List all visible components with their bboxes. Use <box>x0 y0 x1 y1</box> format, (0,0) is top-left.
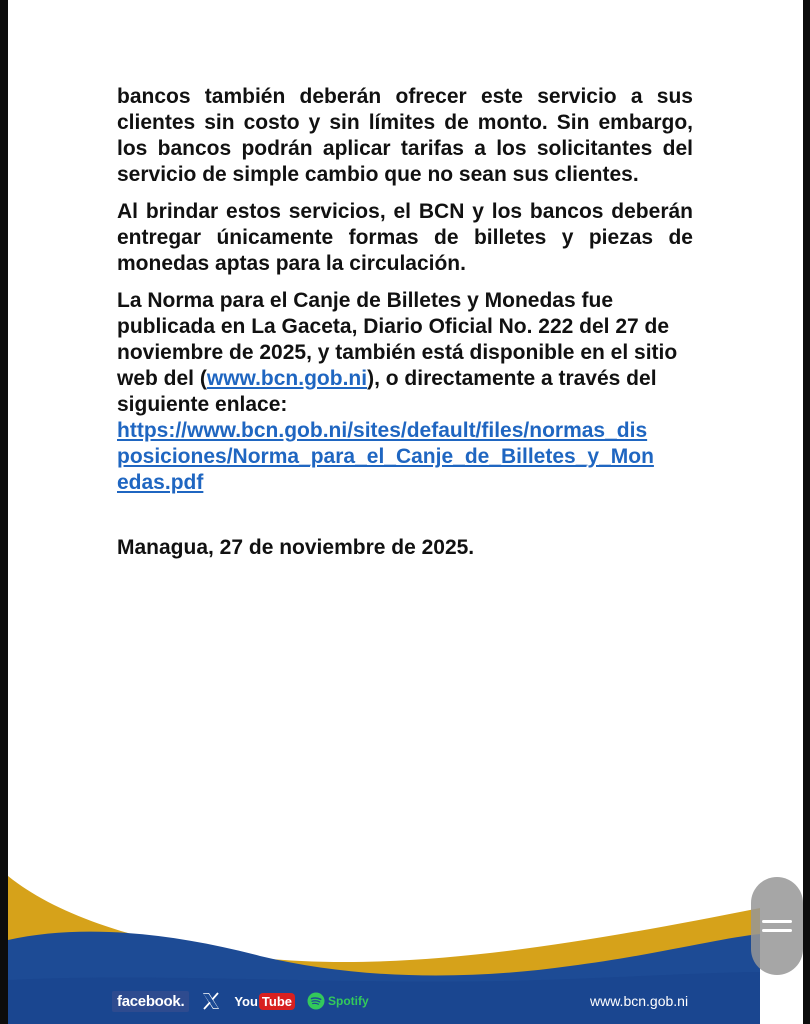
norma-text-before: La Norma para el Canje de Billetes y Monedas fue publicada en La Gaceta, Diario Oficial No. 222 del 27 de noviembre de 2025, y también está disponible en el sitio web del ( <box>117 289 678 390</box>
facebook-icon[interactable]: facebook. <box>112 991 189 1012</box>
norma-text-after: ), o directamente a través del siguiente enlace: <box>117 367 657 416</box>
x-twitter-icon[interactable] <box>201 991 221 1011</box>
paragraph-norma <box>117 288 693 496</box>
social-links <box>112 988 369 1014</box>
scroll-handle-line-bottom <box>762 929 792 932</box>
spotify-logo-icon <box>307 992 325 1010</box>
pdf-link-line-2: posiciones/Norma_para_el_Canje_de_Billetes_y_Mon <box>117 445 654 468</box>
scroll-handle[interactable] <box>751 877 803 975</box>
paragraph-servicios: Al brindar estos servicios, el BCN y los bancos deberán entregar únicamente formas de billetes y piezas de monedas aptas para la circulación. <box>117 200 693 275</box>
paragraph-bancos: bancos también deberán ofrecer este servicio a sus clientes sin costo y sin límites de monto. Sin embargo, los bancos podrán aplicar tarifas a los solicitantes del servicio de simple cambio que no sean sus clientes. <box>117 85 693 186</box>
dateline: Managua, 27 de noviembre de 2025. <box>117 536 475 559</box>
youtube-icon[interactable] <box>233 993 295 1010</box>
spotify-icon[interactable] <box>307 992 369 1010</box>
footer-website[interactable]: www.bcn.gob.ni <box>590 993 689 1009</box>
document-body <box>117 84 693 561</box>
youtube-tube-label: Tube <box>259 993 295 1010</box>
site-link[interactable]: www.bcn.gob.ni <box>206 367 368 390</box>
pdf-link-line-1: https://www.bcn.gob.ni/sites/default/files/normas_dis <box>117 419 648 442</box>
spotify-label: Spotify <box>328 994 369 1008</box>
pdf-link-line-3: edas.pdf <box>117 471 204 494</box>
scroll-handle-line-top <box>762 920 792 923</box>
pdf-link[interactable] <box>117 418 693 496</box>
youtube-you-label: You <box>234 993 258 1009</box>
